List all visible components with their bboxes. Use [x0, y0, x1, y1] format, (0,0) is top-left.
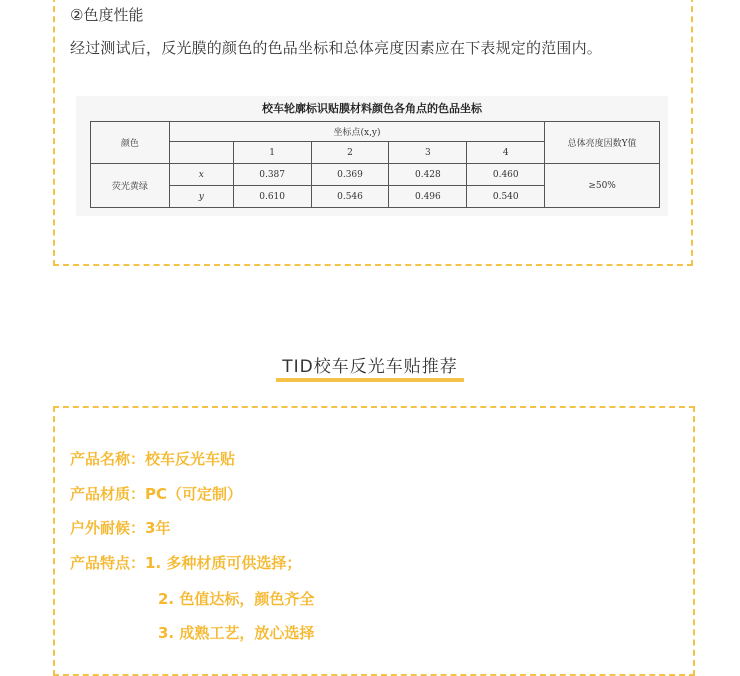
- luminance-value-cell: ≥50%: [545, 164, 660, 208]
- header-luminance: 总体亮度因数Y值: [545, 122, 660, 164]
- point-header: 1: [233, 142, 311, 164]
- product-info-box: [53, 406, 695, 676]
- section-title: ②色度性能: [70, 6, 144, 24]
- recommend-heading-wrap: [0, 352, 740, 377]
- x-value-cell: 0.369: [311, 164, 389, 186]
- product-features: 产品特点：1. 多种材质可供选择；: [70, 554, 302, 572]
- heading-underline: [276, 378, 464, 382]
- color-name-cell: 荧光黄绿: [91, 164, 170, 208]
- x-label-cell: x: [169, 164, 233, 186]
- y-value-cell: 0.540: [467, 186, 545, 208]
- x-value-cell: 0.460: [467, 164, 545, 186]
- recommend-heading-text: TID校车反光车贴推荐: [282, 357, 458, 377]
- point-header: 2: [311, 142, 389, 164]
- y-value-cell: 0.546: [311, 186, 389, 208]
- section-paragraph: 经过测试后，反光膜的颜色的色品坐标和总体亮度因素应在下表规定的范围内。: [70, 39, 603, 57]
- header-color: 颜色: [91, 122, 170, 164]
- product-material: 产品材质：PC（可定制）: [70, 485, 243, 503]
- point-header: 3: [389, 142, 467, 164]
- header-coords: 坐标点(x,y): [169, 122, 544, 142]
- chromaticity-table: [90, 121, 660, 208]
- chromaticity-table-image: [76, 96, 668, 216]
- y-value-cell: 0.496: [389, 186, 467, 208]
- product-feature-3: 3. 成熟工艺，放心选择: [158, 624, 315, 642]
- point-header: 4: [467, 142, 545, 164]
- product-feature-2: 2. 色值达标，颜色齐全: [158, 590, 315, 608]
- table-title: 校车轮廓标识贴膜材料颜色各角点的色品坐标: [262, 102, 482, 115]
- product-durability: 户外耐候：3年: [70, 519, 171, 537]
- product-name: 产品名称：校车反光车贴: [70, 450, 236, 468]
- x-value-cell: 0.387: [233, 164, 311, 186]
- x-value-cell: 0.428: [389, 164, 467, 186]
- y-label-cell: y: [169, 186, 233, 208]
- y-value-cell: 0.610: [233, 186, 311, 208]
- recommend-heading: [276, 352, 464, 377]
